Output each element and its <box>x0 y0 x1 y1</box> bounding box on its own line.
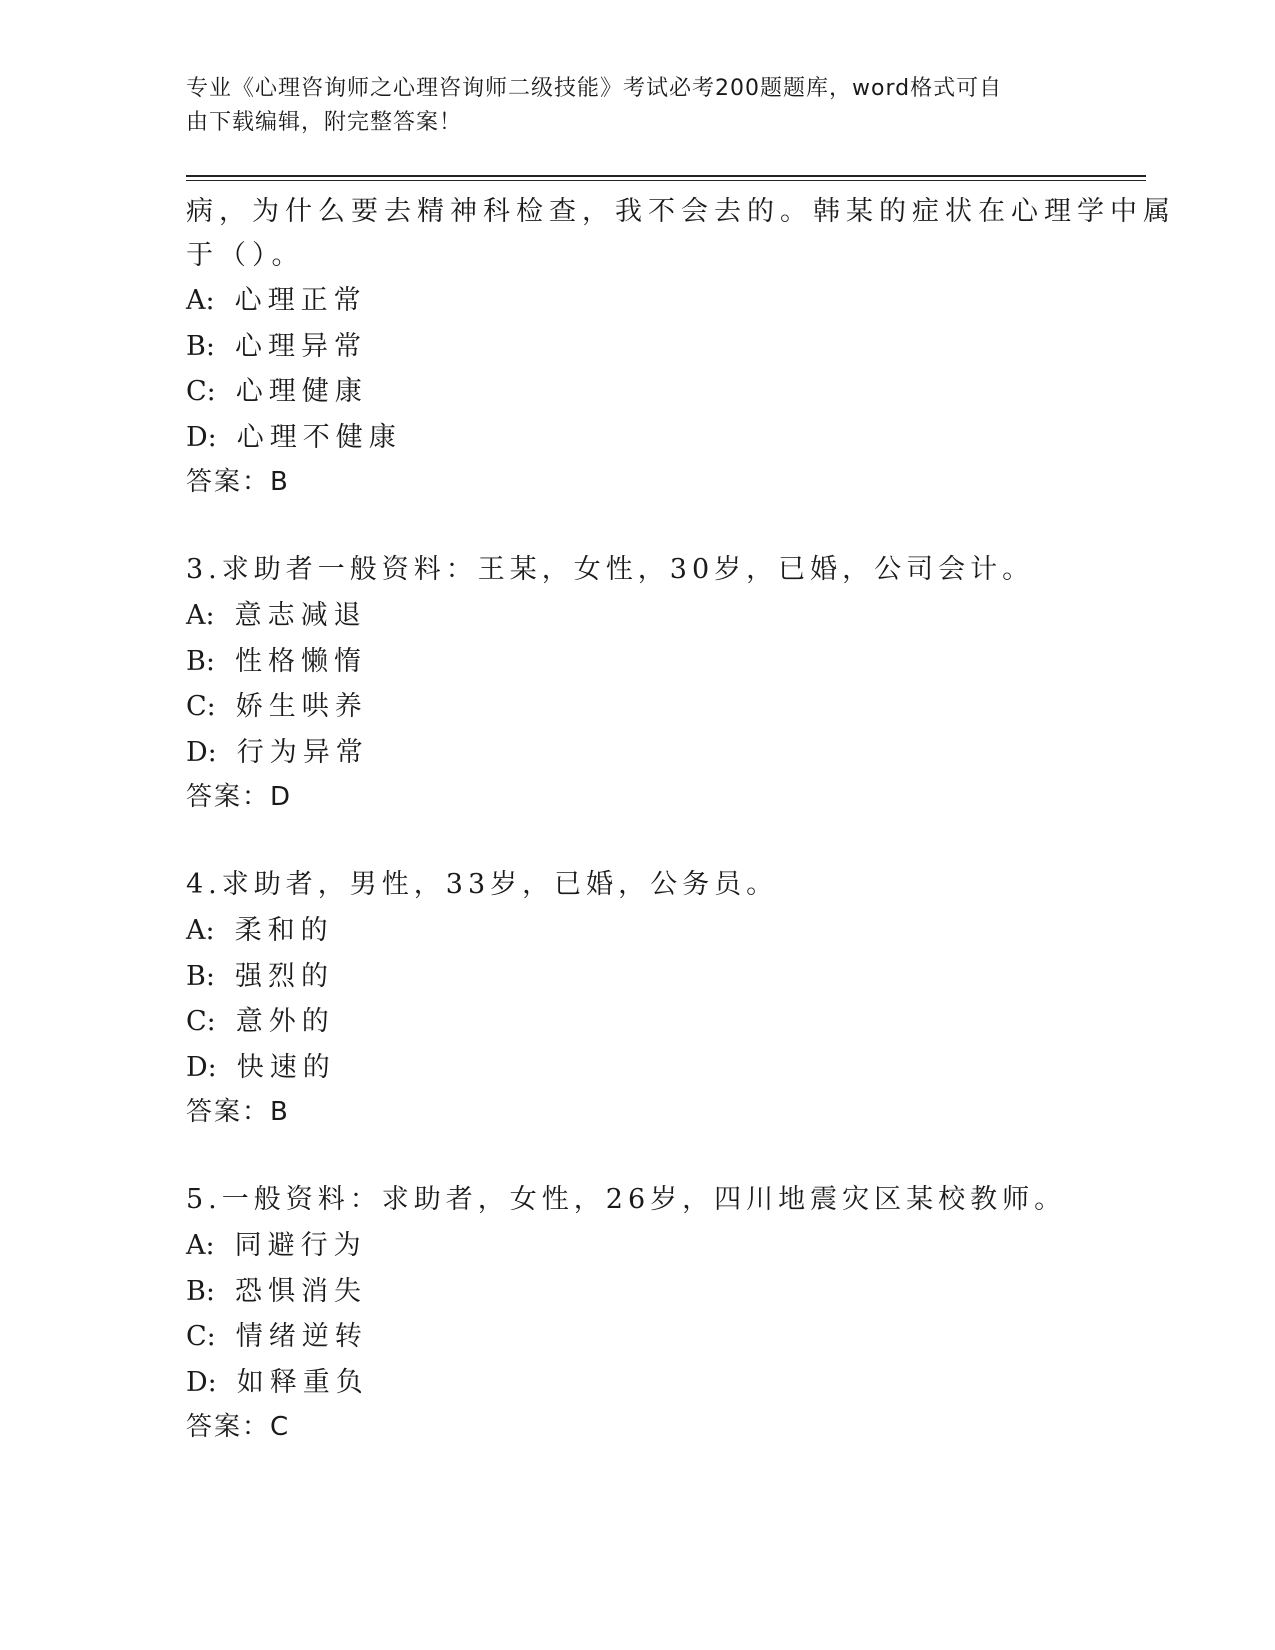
question-stem-line: 于（）。 <box>186 240 305 271</box>
question-stem-line: 病，为什么要去精神科检查，我不会去的。韩某的症状在心理学中属 <box>186 196 1176 227</box>
answer-label: 答案：B <box>186 1097 290 1127</box>
option-key: D: <box>186 1366 217 1398</box>
option-a <box>186 593 1086 639</box>
option-key: C: <box>186 1006 216 1037</box>
answer-label: 答案：B <box>186 467 290 497</box>
option-key: D: <box>186 1051 217 1083</box>
option-c <box>186 999 1086 1045</box>
option-d <box>186 730 1086 776</box>
option-a <box>186 1223 1086 1269</box>
question-4 <box>186 862 1086 1135</box>
option-text: 意外的 <box>235 1006 335 1037</box>
question-stem: 5.一般资料：求助者，女性，26岁，四川地震灾区某校教师。 <box>186 1184 1067 1215</box>
option-key: B: <box>186 645 215 677</box>
header-line-1: 专业《心理咨询师之心理咨询师二级技能》考试必考200题题库，word格式可自 <box>186 76 1003 101</box>
option-text: 强烈的 <box>234 960 334 992</box>
option-text: 心理异常 <box>234 330 367 362</box>
option-b <box>186 639 1086 685</box>
option-c <box>186 684 1086 730</box>
question-stem: 3.求助者一般资料：王某，女性，30岁，已婚，公司会计。 <box>186 554 1035 585</box>
option-text: 心理健康 <box>235 376 368 407</box>
option-text: 情绪逆转 <box>235 1321 368 1352</box>
option-text: 娇生哄养 <box>235 691 368 722</box>
option-a <box>186 278 1086 324</box>
answer-label: 答案：C <box>186 1412 291 1442</box>
option-key: C: <box>186 1321 216 1352</box>
option-text: 意志减退 <box>234 600 367 631</box>
option-key: B: <box>186 330 215 362</box>
option-key: D: <box>186 421 217 453</box>
question-3 <box>186 547 1086 820</box>
option-text: 恐惧消失 <box>234 1275 367 1307</box>
option-text: 性格懒惰 <box>234 645 367 677</box>
option-key: C: <box>186 376 216 407</box>
header-rule-thick <box>186 175 1146 177</box>
option-key: A: <box>186 1230 215 1261</box>
option-key: A: <box>186 915 215 946</box>
option-b <box>186 1269 1086 1315</box>
option-a <box>186 908 1086 954</box>
option-text: 柔和的 <box>234 915 334 946</box>
option-c <box>186 369 1086 415</box>
option-text: 如释重负 <box>236 1366 369 1398</box>
option-b <box>186 324 1086 370</box>
option-key: A: <box>186 600 215 631</box>
option-d <box>186 1360 1086 1406</box>
option-text: 心理正常 <box>234 285 367 316</box>
option-text: 心理不健康 <box>236 421 402 453</box>
question-5 <box>186 1177 1086 1450</box>
question-stem: 4.求助者，男性，33岁，已婚，公务员。 <box>186 869 779 900</box>
option-text: 行为异常 <box>236 736 369 768</box>
header-line-2: 由下载编辑，附完整答案！ <box>186 110 463 135</box>
question-2 <box>186 190 1176 505</box>
answer-label: 答案：D <box>186 782 293 812</box>
option-text: 快速的 <box>236 1051 336 1083</box>
option-key: B: <box>186 960 215 992</box>
document-header <box>186 72 1066 140</box>
option-d <box>186 1045 1086 1091</box>
option-b <box>186 954 1086 1000</box>
option-c <box>186 1314 1086 1360</box>
question-list <box>186 190 1176 1450</box>
option-d <box>186 415 1086 461</box>
option-key: A: <box>186 285 215 316</box>
option-key: C: <box>186 691 216 722</box>
option-text: 同避行为 <box>234 1230 367 1261</box>
header-rule-thin <box>186 180 1146 181</box>
option-key: D: <box>186 736 217 768</box>
option-key: B: <box>186 1275 215 1307</box>
